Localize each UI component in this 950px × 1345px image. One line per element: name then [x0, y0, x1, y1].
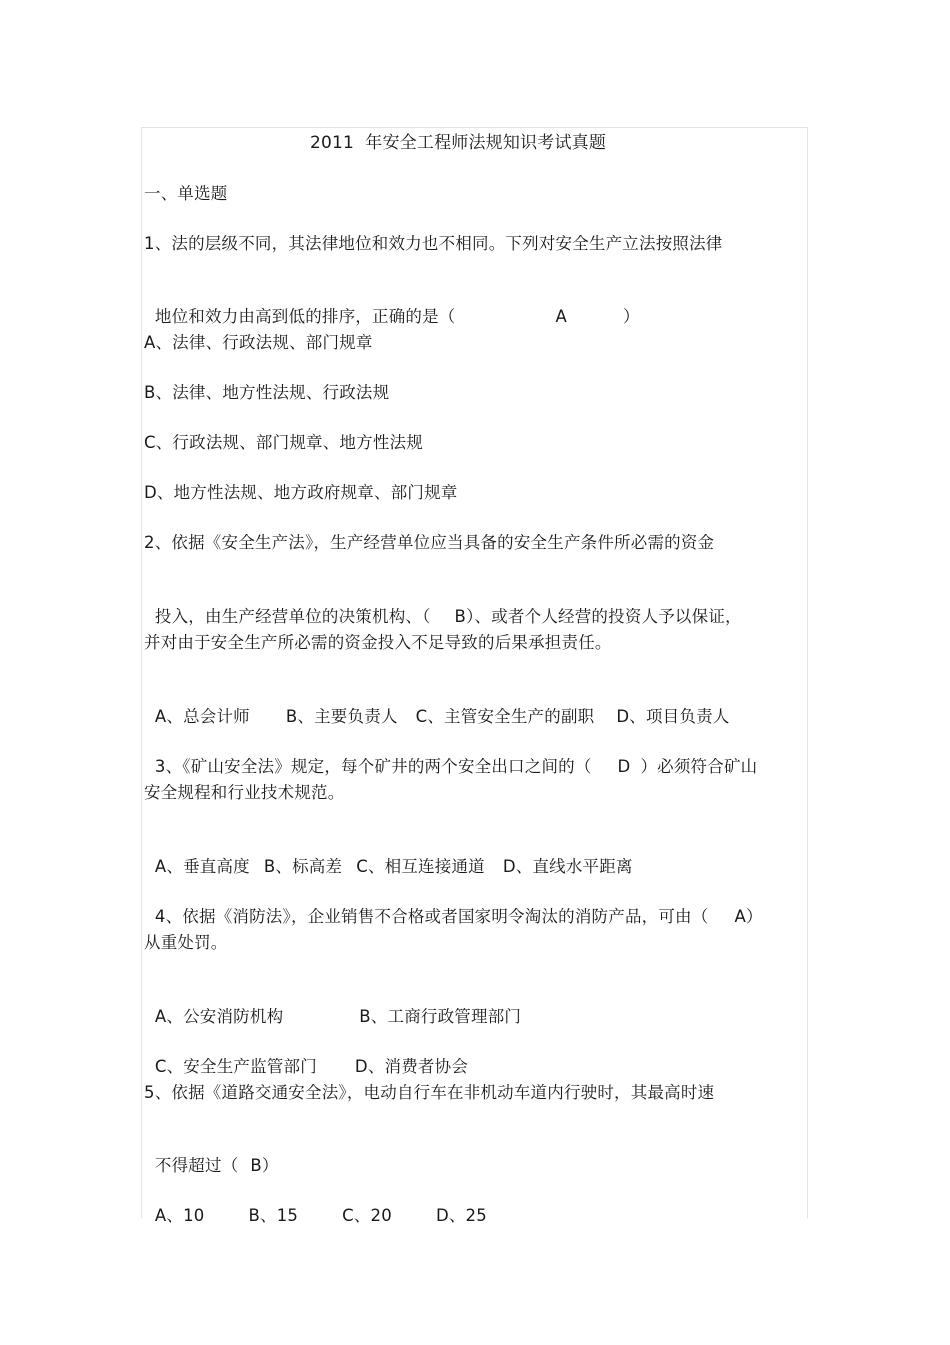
question-5-close: ） — [261, 1156, 279, 1175]
question-2-options — [144, 681, 730, 726]
question-2-option-d: D、项目负责人 — [616, 707, 730, 726]
question-1-answer: A — [555, 307, 567, 326]
question-1-option-b: B、法律、地方性法规、行政法规 — [144, 383, 390, 402]
question-4-stem: 4、依据《消防法》，企业销售不合格或者国家明令淘汰的消防产品，可由（ — [154, 907, 709, 926]
question-5-options — [144, 1180, 487, 1225]
question-5-stem: 不得超过（ — [154, 1156, 239, 1175]
document-title: 2011 年安全工程师法规知识考试真题 — [310, 133, 607, 153]
question-3-answer: D — [617, 757, 631, 776]
question-5-line-2 — [144, 1130, 279, 1175]
question-5-option-c: C、20 — [342, 1206, 392, 1225]
question-3-line-1 — [144, 731, 758, 776]
question-1-line-2 — [144, 281, 640, 326]
question-4-line-2: 从重处罚。 — [144, 933, 228, 952]
question-1-line-1: 1、法的层级不同，其法律地位和效力也不相同。下列对安全生产立法按照法律 — [144, 234, 723, 253]
question-5-answer: B — [250, 1156, 262, 1175]
question-4-answer: A — [734, 907, 746, 926]
question-5-option-a: A、10 — [154, 1206, 205, 1225]
question-3-line-2: 安全规程和行业技术规范。 — [144, 783, 345, 802]
question-2-stem: 投入，由生产经营单位的决策机构、（ — [154, 607, 431, 626]
question-5-line-1: 5、依据《道路交通安全法》，电动自行车在非机动车道内行驶时，其最高时速 — [144, 1083, 715, 1102]
question-4-line-1 — [144, 881, 763, 926]
question-5-option-b: B、15 — [248, 1206, 299, 1225]
question-4-option-d: D、消费者协会 — [354, 1057, 469, 1076]
question-3-stem-post: ）必须符合矿山 — [640, 757, 758, 776]
question-2-option-a: A、总会计师 — [154, 707, 250, 726]
question-3-option-a: A、垂直高度 — [154, 857, 250, 876]
question-1-stem: 地位和效力由高到低的排序，正确的是（ — [154, 307, 456, 326]
question-2-answer: B — [454, 607, 467, 626]
question-4-close: ） — [745, 907, 763, 926]
question-2-line-1: 2、依据《安全生产法》，生产经营单位应当具备的安全生产条件所必需的资金 — [144, 533, 715, 552]
question-2-line-3: 并对由于安全生产所必需的资金投入不足导致的后果承担责任。 — [144, 633, 612, 652]
question-1-option-a: A、法律、行政法规、部门规章 — [144, 333, 373, 352]
question-1-option-d: D、地方性法规、地方政府规章、部门规章 — [144, 483, 458, 502]
question-1-close: ） — [623, 307, 640, 326]
question-2-option-b: B、主要负责人 — [285, 707, 398, 726]
question-3-option-d: D、直线水平距离 — [502, 857, 633, 876]
question-4-option-a: A、公安消防机构 — [154, 1007, 284, 1026]
question-5-option-d: D、25 — [435, 1206, 487, 1225]
question-3-option-b: B、标高差 — [263, 857, 343, 876]
question-3-options — [144, 831, 633, 876]
question-4-options-row-1 — [144, 981, 522, 1026]
question-4-option-b: B、工商行政管理部门 — [359, 1007, 522, 1026]
question-2-stem-post: ）、或者个人经营的投资人予以保证， — [466, 607, 742, 626]
question-4-option-c: C、安全生产监管部门 — [154, 1057, 317, 1076]
section-heading: 一、单选题 — [144, 184, 228, 203]
question-2-option-c: C、主管安全生产的副职 — [415, 707, 595, 726]
question-1-option-c: C、行政法规、部门规章、地方性法规 — [144, 433, 423, 452]
question-4-options-row-2 — [144, 1031, 469, 1076]
question-2-line-2 — [144, 581, 742, 626]
question-3-stem: 3、《矿山安全法》规定，每个矿井的两个安全出口之间的（ — [154, 757, 592, 776]
question-3-option-c: C、相互连接通道 — [356, 857, 485, 876]
